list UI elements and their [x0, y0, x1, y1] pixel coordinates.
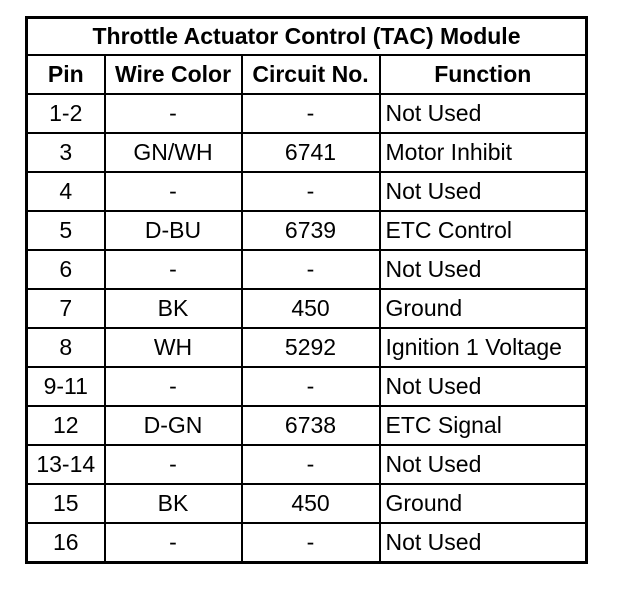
pin-cell: 13-14	[27, 445, 105, 484]
table-row	[27, 328, 587, 367]
function-cell: Motor Inhibit	[380, 133, 587, 172]
header-pin: Pin	[27, 55, 105, 94]
pin-cell: 9-11	[27, 367, 105, 406]
circuit-no-cell: -	[242, 523, 380, 563]
circuit-no-cell: 6738	[242, 406, 380, 445]
circuit-no-cell: -	[242, 367, 380, 406]
table-row	[27, 94, 587, 133]
circuit-no-cell: 5292	[242, 328, 380, 367]
circuit-no-cell: 450	[242, 289, 380, 328]
function-cell: Ignition 1 Voltage	[380, 328, 587, 367]
pin-cell: 6	[27, 250, 105, 289]
wire-color-cell: D-BU	[105, 211, 242, 250]
circuit-no-cell: -	[242, 172, 380, 211]
wire-color-cell: BK	[105, 484, 242, 523]
function-cell: Ground	[380, 289, 587, 328]
tac-module-pinout-table	[25, 16, 588, 564]
circuit-no-cell: -	[242, 94, 380, 133]
pin-cell: 12	[27, 406, 105, 445]
wire-color-cell: -	[105, 94, 242, 133]
circuit-no-cell: 6739	[242, 211, 380, 250]
circuit-no-cell: 450	[242, 484, 380, 523]
table-row	[27, 523, 587, 563]
table-row	[27, 406, 587, 445]
wire-color-cell: BK	[105, 289, 242, 328]
wire-color-cell: -	[105, 172, 242, 211]
pin-cell: 5	[27, 211, 105, 250]
header-circuit-no: Circuit No.	[242, 55, 380, 94]
circuit-no-cell: -	[242, 445, 380, 484]
table-row	[27, 250, 587, 289]
function-cell: Not Used	[380, 523, 587, 563]
table-title: Throttle Actuator Control (TAC) Module	[27, 18, 587, 56]
pin-cell: 4	[27, 172, 105, 211]
table-title-row	[27, 18, 587, 56]
table-row	[27, 445, 587, 484]
wire-color-cell: -	[105, 523, 242, 563]
function-cell: Not Used	[380, 172, 587, 211]
pin-cell: 7	[27, 289, 105, 328]
pin-cell: 1-2	[27, 94, 105, 133]
pin-cell: 15	[27, 484, 105, 523]
function-cell: ETC Signal	[380, 406, 587, 445]
circuit-no-cell: 6741	[242, 133, 380, 172]
wire-color-cell: -	[105, 250, 242, 289]
function-cell: Not Used	[380, 367, 587, 406]
table-row	[27, 172, 587, 211]
table-row	[27, 289, 587, 328]
table-row	[27, 484, 587, 523]
pin-cell: 16	[27, 523, 105, 563]
header-wire-color: Wire Color	[105, 55, 242, 94]
wire-color-cell: -	[105, 445, 242, 484]
circuit-no-cell: -	[242, 250, 380, 289]
wire-color-cell: -	[105, 367, 242, 406]
function-cell: Not Used	[380, 94, 587, 133]
table-row	[27, 211, 587, 250]
wire-color-cell: D-GN	[105, 406, 242, 445]
function-cell: Not Used	[380, 250, 587, 289]
wire-color-cell: WH	[105, 328, 242, 367]
header-function: Function	[380, 55, 587, 94]
table-row	[27, 367, 587, 406]
function-cell: ETC Control	[380, 211, 587, 250]
table-header-row	[27, 55, 587, 94]
table-row	[27, 133, 587, 172]
pin-cell: 3	[27, 133, 105, 172]
function-cell: Not Used	[380, 445, 587, 484]
pin-cell: 8	[27, 328, 105, 367]
wire-color-cell: GN/WH	[105, 133, 242, 172]
function-cell: Ground	[380, 484, 587, 523]
